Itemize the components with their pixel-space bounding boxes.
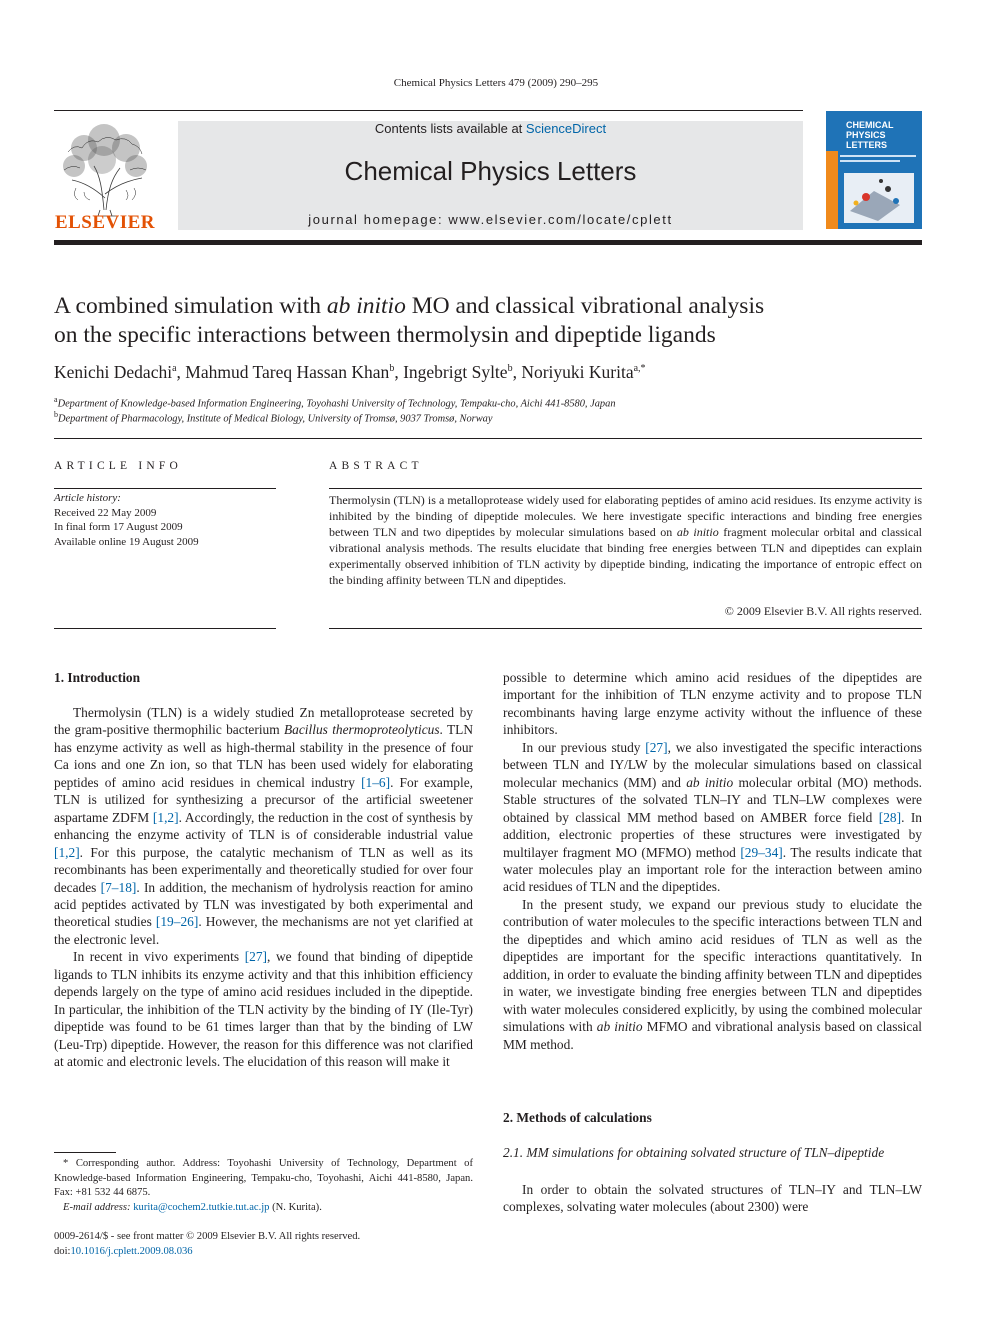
divider — [329, 488, 922, 489]
citation-link[interactable]: [29–34] — [740, 844, 783, 860]
author-list: Kenichi Dedachi$^a$, Mahmud Tareq Hassan Khan$^b$, Ingebrigt Sylte$^b$, Noriyuki Kurita$^{a,*}$ — [54, 362, 646, 382]
affiliation-a: $^a$Department of Knowledge-based Information Engineering, Toyohashi University of Technology, Tempaku-cho, Aichi 441-8580, Japan — [54, 395, 616, 410]
affiliation-b: $^b$Department of Pharmacology, Institute of Medical Biology, University of Tromsø, 9037 Tromsø, Norway — [54, 410, 493, 425]
citation-link[interactable]: [1,2] — [54, 844, 80, 860]
article-title: A combined simulation with ab initio MO and classical vibrational analysis on the specific interactions between thermolysin and dipeptide ligands — [54, 293, 765, 348]
divider — [54, 628, 276, 629]
divider — [54, 488, 276, 489]
body-column-left — [54, 704, 473, 1071]
citation-link[interactable]: [7–18] — [100, 879, 137, 895]
publication-info — [54, 1230, 473, 1259]
citation-link[interactable]: [27] — [244, 949, 268, 965]
doi-line: doi:10.1016/j.cplett.2009.08.036 — [54, 1245, 193, 1257]
masthead-top-rule — [54, 110, 803, 111]
doi-link[interactable]: 10.1016/j.cplett.2009.08.036 — [70, 1245, 193, 1257]
body-column-right — [503, 669, 922, 1053]
journal-cover-image — [826, 111, 922, 229]
journal-name: Chemical Physics Letters — [344, 156, 637, 186]
sciencedirect-link[interactable]: ScienceDirect — [525, 121, 607, 136]
contents-prefix: Contents lists available at — [374, 121, 526, 136]
paragraph: possible to determine which amino acid residues of the dipeptides are important for the inhibition of TLN enzyme activity and to propose TLN recombinants having large enzyme activity without the influence of these inhibitors. — [503, 670, 922, 738]
section-heading-introduction: 1. Introduction — [54, 670, 141, 685]
body-column-right-continued — [503, 1181, 922, 1216]
author-name[interactable]: Ingebrigt Sylte — [403, 362, 508, 382]
citation-link[interactable]: [28] — [878, 809, 902, 825]
received-date: Received 22 May 2009 — [54, 506, 157, 519]
author-name[interactable]: Mahmud Tareq Hassan Khan — [185, 362, 390, 382]
citation-link[interactable]: [19–26] — [155, 914, 199, 930]
abstract-heading: ABSTRACT — [329, 460, 423, 472]
history-label: Article history: — [54, 492, 121, 504]
section-heading-methods: 2. Methods of calculations — [503, 1110, 652, 1125]
paragraph: In our previous study [27], we also investigated the specific interactions between TLN and IY/LW by the molecular simulations based on classical molecular mechanics (MM) and ab initio molecular orbital (MO) methods. Stable structures of the solvated TLN–IY and TLN–LW complexes were obtained by classical MM method based on AMBER force field [28]. In addition, electronic properties of these structures were investigated by multilayer fragment MO (MFMO) method [29–34]. The results indicate that water molecules play an important role for the interaction between amino acid residues of TLN and the dipeptides. — [503, 739, 923, 895]
online-date: Available online 19 August 2009 — [54, 535, 199, 548]
footnote-rule — [54, 1152, 116, 1153]
citation-link[interactable]: [1,2] — [152, 809, 179, 825]
abstract-text: Thermolysin (TLN) is a metalloprotease widely used for elaborating peptides of amino acid residues. Its enzyme activity is inhibited by the binding of dipeptide molecules. We here investigate specific interactions and binding free energies between TLN and two dipeptides by molecular simulations based on ab initio fragment molecular orbital and classical vibrational analysis methods. The results elucidate that binding free energies between TLN and dipeptides can explain experimentally observed inhibition of TLN activity by dipeptide binding, indicating the importance of entropic effect on the binding affinity between TLN and dipeptides. — [329, 493, 923, 587]
cover-title: CHEMICAL PHYSICS LETTERS — [846, 120, 894, 150]
author-name[interactable]: Noriyuki Kurita — [521, 362, 634, 382]
contents-line — [178, 121, 803, 136]
article-info-heading: ARTICLE INFO — [54, 460, 182, 472]
copyright-notice: © 2009 Elsevier B.V. All rights reserved. — [724, 604, 922, 618]
masthead-thick-rule — [54, 240, 922, 245]
elsevier-wordmark: ELSEVIER — [54, 212, 156, 233]
citation-link[interactable]: [27] — [645, 739, 668, 755]
divider — [54, 438, 922, 439]
divider — [329, 628, 922, 629]
author-name[interactable]: Kenichi Dedachi — [54, 362, 173, 382]
citation-link[interactable]: [1–6] — [361, 774, 391, 790]
article-history — [54, 491, 276, 549]
issn-line: 0009-2614/$ - see front matter © 2009 Elsevier B.V. All rights reserved. — [54, 1231, 361, 1242]
cover-artwork — [826, 151, 922, 229]
corresponding-author-note: * Corresponding author. Address: Toyohashi University of Technology, Department of Knowledge-based Information Engineering, Tempaku-cho, Toyohashi, Aichi 441-8580, Japan. Fax: +81 532 44 6875. — [54, 1158, 473, 1198]
email-note: E-mail address: kurita@cochem2.tutkie.tut.ac.jp (N. Kurita). — [63, 1201, 322, 1213]
paragraph: Thermolysin (TLN) is a widely studied Zn metalloprotease secreted by the gram-positive thermophilic bacterium Bacillus thermoproteolyticus. TLN has enzyme activity as well as high-thermal stability in the presence of four Ca ions and one Zn ion, so that TLN has been used widely for elaborating peptides of amino acid residues in chemical industry [1–6]. For example, TLN is utilized for synthesizing a precursor of the artificial sweetener aspartame ZDFM [1,2]. Accordingly, the reduction in the cost of synthesis by enhancing the enzyme activity of TLN is of considerable industrial value [1,2]. For this purpose, the catalytic mechanism of TLN as well as its recombinants has been experimentally and theoretically studied for over four decades [7–18]. In addition, the mechanism of hydrolysis reaction for amino acid peptides activated by TLN was investigated by both experimental and theoretical studies [19–26]. However, the mechanisms are not yet clarified at the electronic level. — [54, 705, 474, 947]
subsection-heading: 2.1. MM simulations for obtaining solvated structure of TLN–dipeptide — [503, 1145, 885, 1160]
journal-homepage[interactable]: journal homepage: www.elsevier.com/locate/cplett — [308, 212, 673, 227]
final-form-date: In final form 17 August 2009 — [54, 521, 183, 533]
footnote — [54, 1157, 473, 1215]
paragraph: In the present study, we expand our previous study to elucidate the contribution of water molecules to the specific interactions between TLN and the dipeptides and which amino acid residues of TLN as well as the dipeptides are important for the specific interactions quantitatively. In addition, in order to evaluate the binding affinity between TLN and dipeptides in water, we investigate binding free energies between TLN and dipeptides with water molecules considered explicitly, by using the combined molecular simulations with ab initio MFMO and vibrational analysis based on classical MM method. — [503, 896, 922, 1052]
running-head: Chemical Physics Letters 479 (2009) 290–295 — [393, 77, 599, 89]
paragraph: In recent in vivo experiments [27], we found that binding of dipeptide ligands to TLN inhibits its enzyme activity and that this inhibition efficiency depends largely on the type of amino acid residues included in the dipeptide. In particular, the inhibition of the TLN activity by the binding of IY (Ile-Tyr) dipeptide was found to be 61 times larger than that by the binding of LW (Leu-Trp) dipeptide. However, the reason for this difference was not clarified at atomic and electronic levels. The elucidation of this reason will make it — [54, 949, 473, 1070]
email-link[interactable]: kurita@cochem2.tutkie.tut.ac.jp — [133, 1201, 270, 1213]
paragraph: In order to obtain the solvated structures of TLN–IY and TLN–LW complexes, solvating water molecules (about 2300) were — [503, 1182, 922, 1215]
